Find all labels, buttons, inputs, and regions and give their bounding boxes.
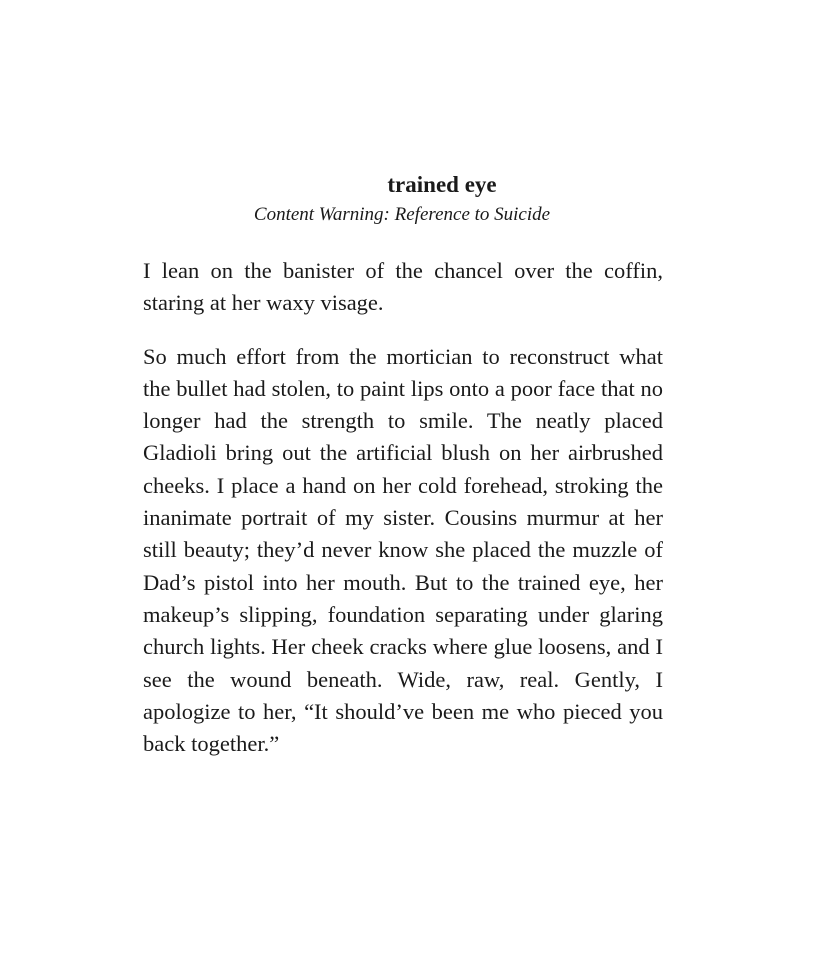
paragraph: So much effort from the mortician to reconstruct what the bullet had stolen, to paint lips onto a poor face that no longer had the strength to smile. The neatly placed Gladioli bring out the artificial blush on her airbrushed cheeks. I place a hand on her cold forehead, stroking the inanimate portrait of my sister. Cousins murmur at her still beauty; they’d never know she placed the muzzle of Dad’s pistol into her mouth. But to the trained eye, her makeup’s slipping, foundation separating under glaring church lights. Her cheek cracks where glue loosens, and I see the wound beneath. Wide, raw, real. Gently, I apologize to her, “It should’ve been me who pieced you back together.”: [143, 343, 663, 757]
paragraph: I lean on the banister of the chancel over the coffin, staring at her waxy visage.: [143, 258, 663, 316]
content-warning: Content Warning: Reference to Suicide: [253, 204, 551, 225]
poem-body: [143, 255, 663, 781]
poem-title: trained eye: [387, 172, 497, 197]
